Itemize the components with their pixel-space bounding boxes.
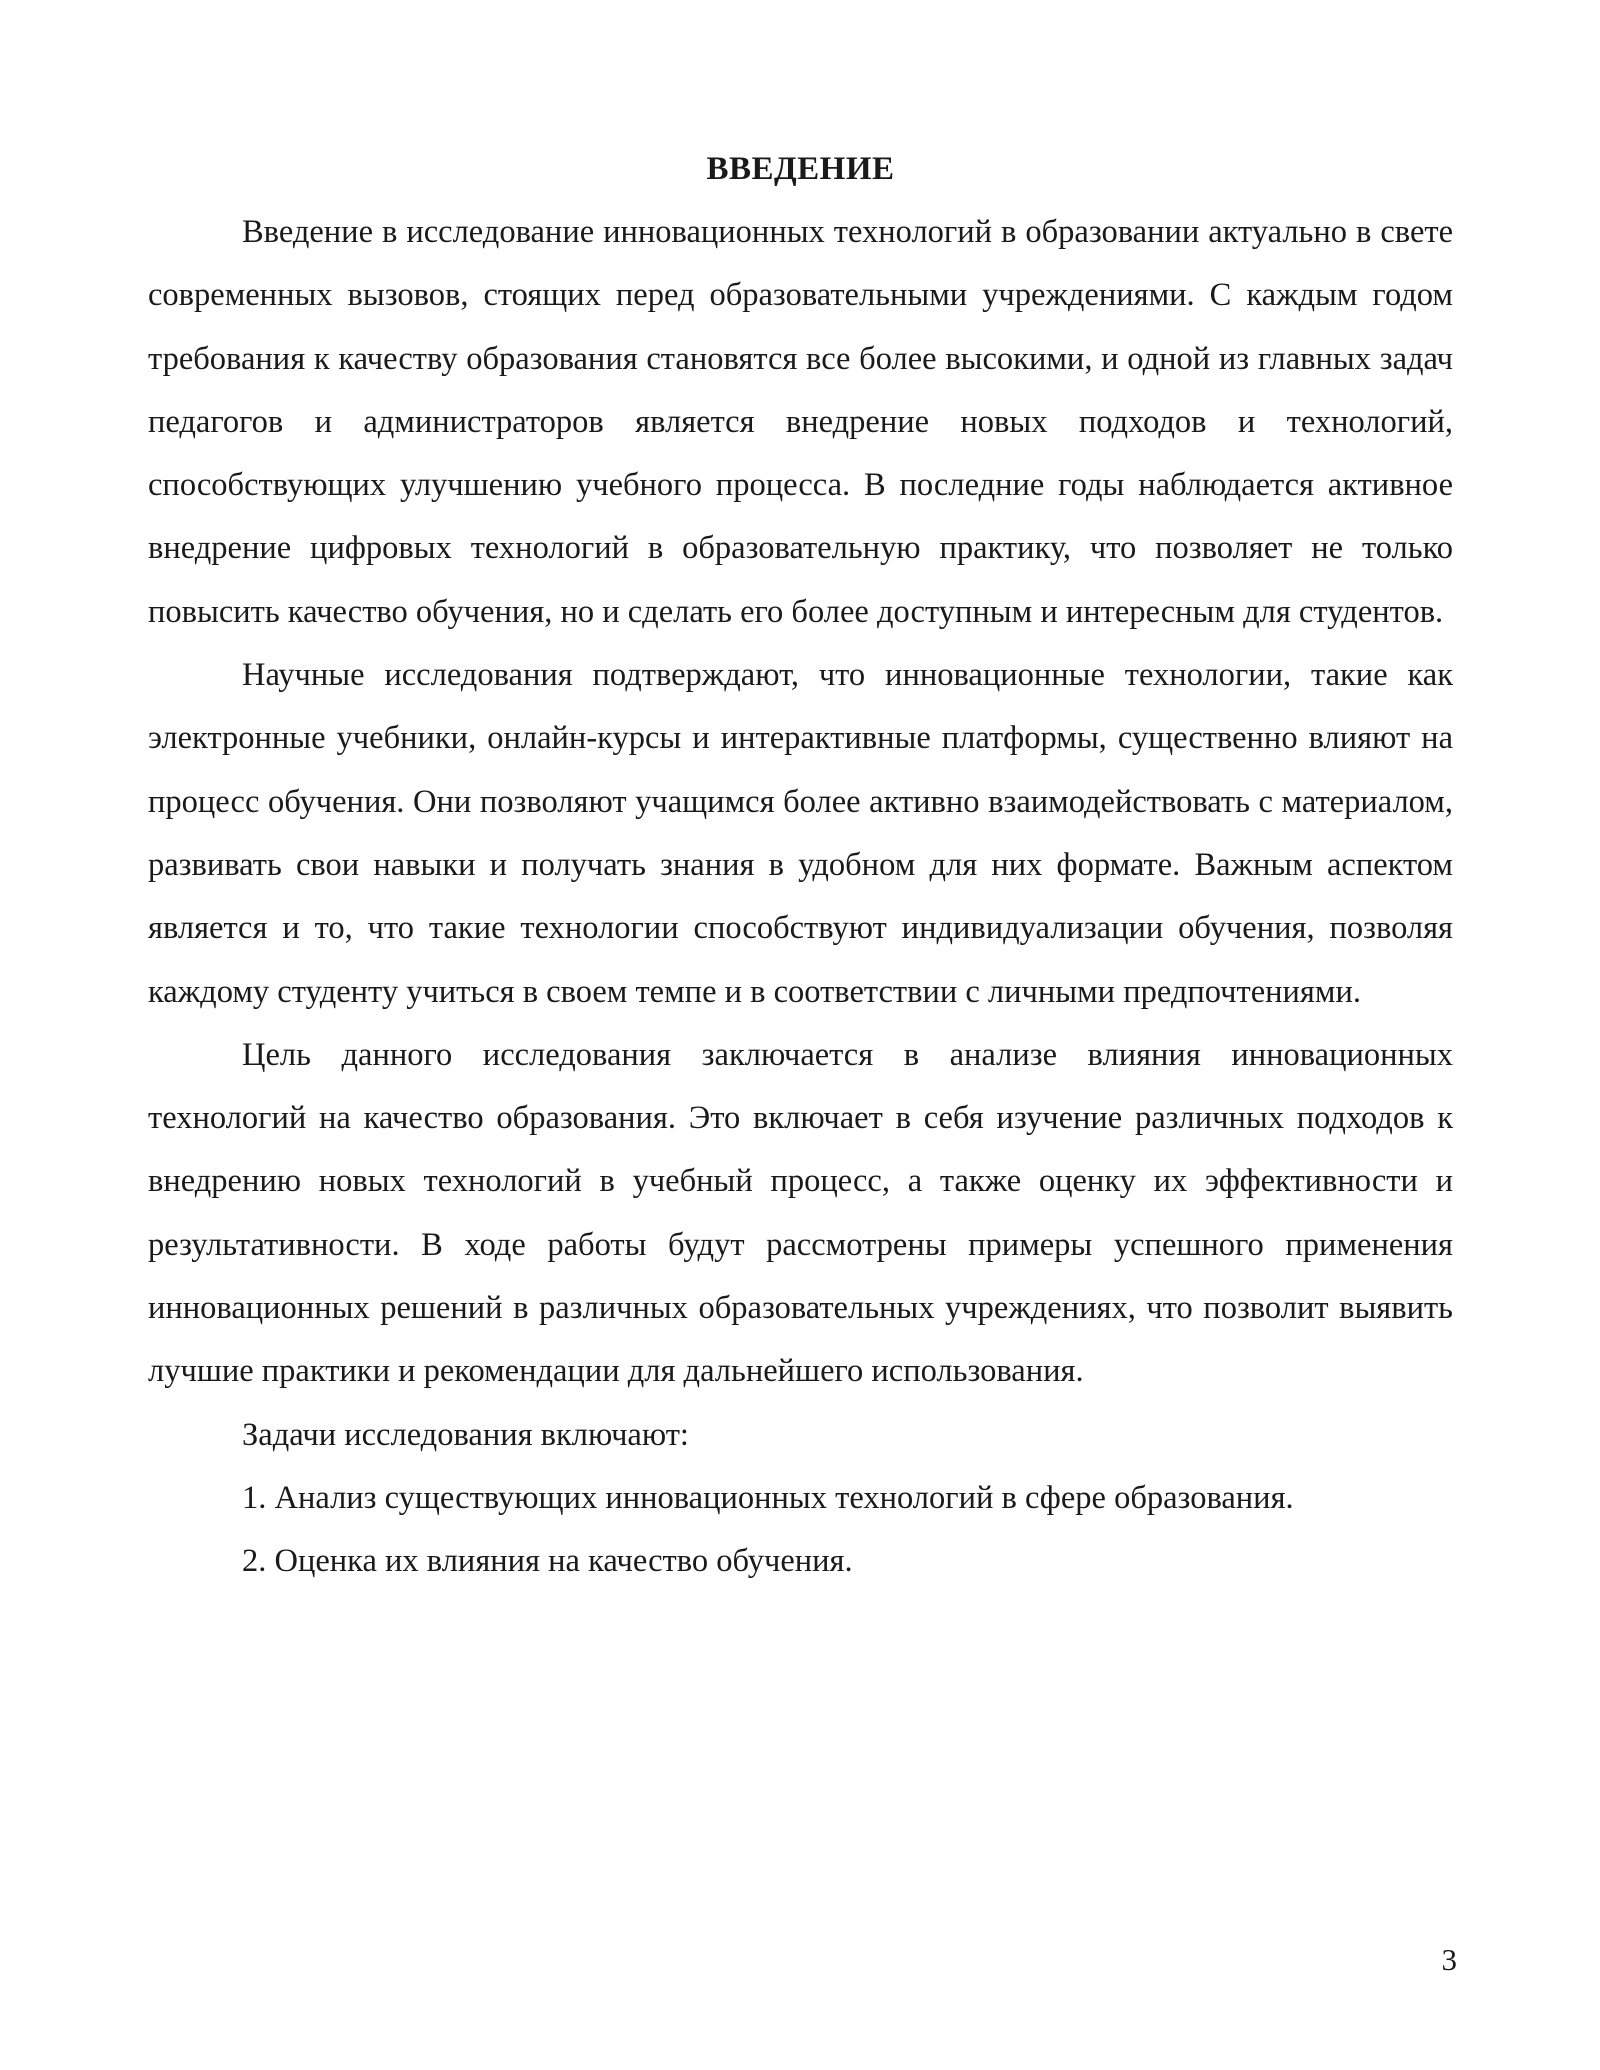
task-item: 2. Оценка их влияния на качество обучения. [242,1543,853,1580]
paragraph-research: Научные исследования подтверждают, что инновационные технологии, такие как электронные учебники, онлайн-курсы и интерактивные платформы, существенно влияют на процесс обучения. Они позволяют учащимся более активно взаимодействовать с материалом, развивать свои навыки и получать знания в удобном для них формате. Важным аспектом является и то, что такие технологии способствуют индивидуализации обучения, позволяя каждому студенту учиться в своем темпе и в соответствии с личными предпочтениями. [148,657,1453,1010]
paragraph-intro: Введение в исследование инновационных технологий в образовании актуально в свете современных вызовов, стоящих перед образовательными учреждениями. С каждым годом требования к качеству образования становятся все более высокими, и одной из главных задач педагогов и администраторов является внедрение новых подходов и технологий, способствующих улучшению учебного процесса. В последние годы наблюдается активное внедрение цифровых технологий в образовательную практику, что позволяет не только повысить качество обучения, но и сделать его более доступным и интересным для студентов. [148,214,1453,630]
task-item: 1. Анализ существующих инновационных технологий в сфере образования. [242,1479,1294,1516]
page-number: 3 [1441,1942,1457,1977]
section-heading: ВВЕДЕНИЕ [706,151,895,187]
tasks-intro: Задачи исследования включают: [242,1416,689,1453]
paragraph-goal: Цель данного исследования заключается в анализе влияния инновационных технологий на качество образования. Это включает в себя изучение различных подходов к внедрению новых технологий в учебный процесс, а также оценку их эффективности и результативности. В ходе работы будут рассмотрены примеры успешного применения инновационных решений в различных образовательных учреждениях, что позволит выявить лучшие практики и рекомендации для дальнейшего использования. [148,1036,1453,1390]
page-content [148,138,1453,1594]
